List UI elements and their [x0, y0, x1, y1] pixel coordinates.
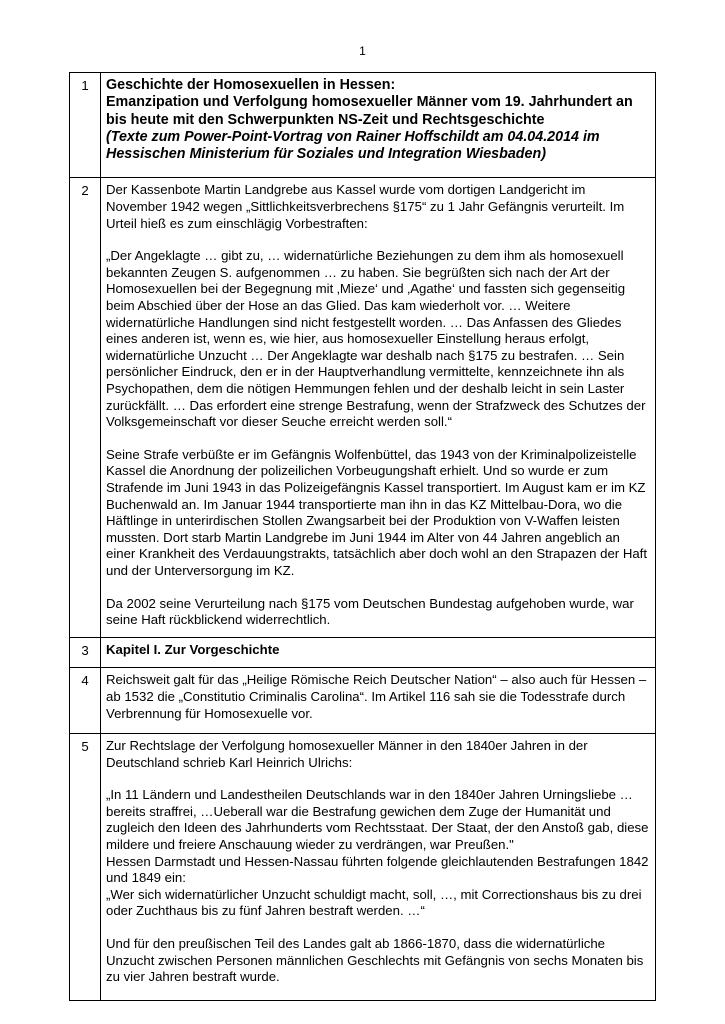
- table-row: [70, 178, 656, 637]
- quote-paragraph: „In 11 Ländern und Landestheilen Deutschlands war in den 1840er Jahren Urningsliebe … bereits straffrei, …Ueberall war die Bestrafung gewichen dem Zuge der Humanität und zugleich den Ideen des Jahrhunderts vom Rechtsstaat. Der Staat, der den Anstoß gab, diese mildere und freiere Anschauung wieder zu verdrängen, war Preußen.": [106, 787, 649, 853]
- document-title-line: Emanzipation und Verfolgung homosexueller Männer vom 19. Jahrhundert an bis heute mit den Schwerpunkten NS-Zeit und Rechtsgeschichte: [106, 94, 633, 128]
- row-number: 2: [70, 178, 101, 637]
- paragraph: Der Kassenbote Martin Landgrebe aus Kassel wurde vom dortigen Landgericht im November 1942 wegen „Sittlichkeitsverbrechens §175“ zu 1 Jahr Gefängnis verurteilt. Im Urteil hieß es zum einschlägig Vorbestraften:: [106, 182, 625, 231]
- table-row: [70, 637, 656, 668]
- table-row: [70, 73, 656, 178]
- row-number: 1: [70, 73, 101, 178]
- table-row: [70, 734, 656, 1001]
- paragraph: Seine Strafe verbüßte er im Gefängnis Wolfenbüttel, das 1943 von der Kriminalpolizeistelle Kassel die Anordnung der polizeilichen Vorbeugungshaft erhielt. Und so wurde er zum Strafende im Juni 1943 in das Polizeigefängnis Kassel transportiert. Im August kam er im KZ Buchenwald an. Im Januar 1944 transportierte man ihn in das KZ Mittelbau-Dora, wo die Häftlinge in unterirdischen Stollen Zwangsarbeit bei der Produktion von V-Waffen leisten mussten. Dort starb Martin Landgrebe im Juni 1944 im Alter von 44 Jahren angeblich an einer Krankheit des Verdauungstrakts, tatsächlich aber doch wohl an den Strapazen der Haft und der Unterversorgung im KZ.: [106, 446, 648, 578]
- row-number: 4: [70, 668, 101, 734]
- row-number: 3: [70, 637, 101, 668]
- chapter-heading: Kapitel I. Zur Vorgeschichte: [106, 641, 280, 657]
- paragraph: Reichsweit galt für das „Heilige Römische Reich Deutscher Nation“ – also auch für Hessen – ab 1532 die „Constitutio Criminalis Carolina“. Im Artikel 116 sah sie die Todesstrafe durch Verbrennung für Homosexuelle vor.: [106, 672, 647, 721]
- document-title: Geschichte der Homosexuellen in Hessen:: [106, 77, 396, 93]
- paragraph: Und für den preußischen Teil des Landes galt ab 1866-1870, dass die widernatürliche Unzucht zwischen Personen männlichen Geschlechts mit Gefängnis von sechs Monaten bis zu vier Jahren bestraft wurde.: [106, 936, 644, 985]
- document-table: [69, 72, 656, 1001]
- row-content: [101, 178, 656, 637]
- paragraph: Da 2002 seine Verurteilung nach §175 vom Deutschen Bundestag aufgehoben wurde, war seine Haft rückblickend widerrechtlich.: [106, 595, 634, 628]
- page-number: 1: [359, 44, 366, 58]
- paragraph: Hessen Darmstadt und Hessen-Nassau führten folgende gleichlautenden Bestrafungen 1842 und 1849 ein:: [106, 853, 649, 886]
- row-number: 5: [70, 734, 101, 1001]
- row-content: [101, 734, 656, 1001]
- row-content: [101, 668, 656, 734]
- table-row: [70, 668, 656, 734]
- row-content: [101, 73, 656, 178]
- quote-paragraph: „Der Angeklagte … gibt zu, … widernatürliche Beziehungen zu dem ihm als homosexuell bekannten Zeugen S. aufgenommen … zu haben. Sie begrüßten sich nach der Art der Homosexuellen bei der Begegnung mit ‚Mieze‘ und ‚Agathe‘ und fassten sich gegenseitig beim Abschied über der Hose an das Glied. Das kam wiederholt vor. … Weitere widernatürliche Handlungen sind nicht festgestellt worden. … Das Anfassen des Gliedes eines anderen ist, wenn es, wie hier, aus homosexueller Einstellung heraus erfolgt, widernatürliche Unzucht … Der Angeklagte war deshalb nach §175 zu bestrafen. … Sein persönlicher Eindruck, den er in der Hauptverhandlung vermittelte, kennzeichnete ihn als Psychopathen, dem die nötigen Hemmungen fehlen und der deshalb leicht in sein Laster zurückfällt. … Das erfordert eine strenge Bestrafung, wenn der Strafzweck des Schutzes der Volksgemeinschaft vor dieser Seuche erreicht werden soll.“: [106, 248, 646, 430]
- row-content: [101, 637, 656, 668]
- document-subtitle: (Texte zum Power-Point-Vortrag von Rainer Hoffschildt am 04.04.2014 im Hessischen Ministerium für Soziales und Integration Wiesbaden): [106, 128, 600, 163]
- paragraph: Zur Rechtslage der Verfolgung homosexueller Männer in den 1840er Jahren in der Deutschland schrieb Karl Heinrich Ulrichs:: [106, 738, 588, 770]
- quote-paragraph: „Wer sich widernatürlicher Unzucht schuldigt macht, soll, …, mit Correctionshaus bis zu drei oder Zuchthaus bis zu fünf Jahren bestraft werden. …“: [106, 886, 642, 919]
